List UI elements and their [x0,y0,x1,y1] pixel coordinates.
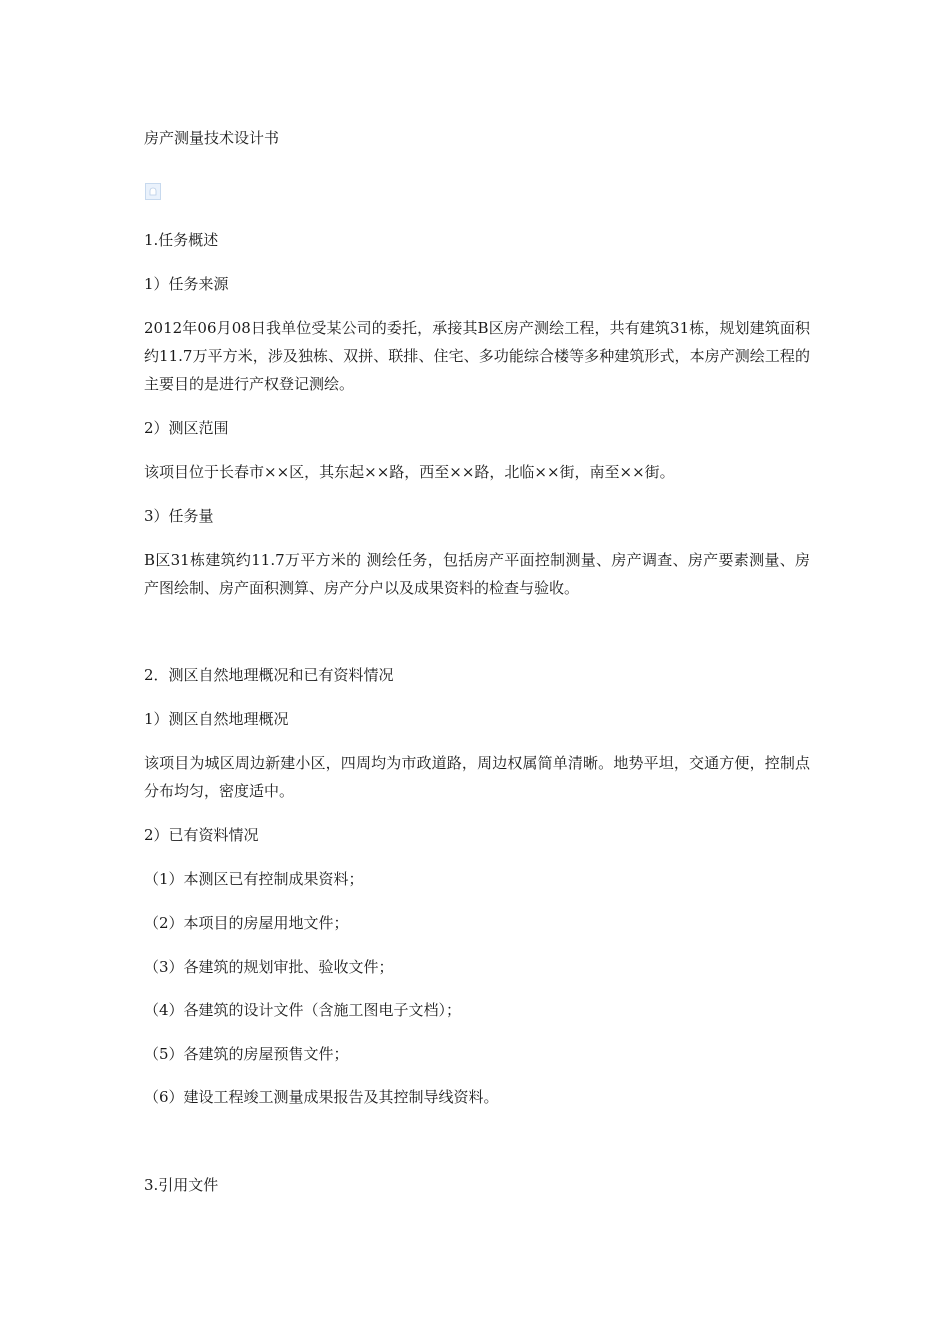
section-2-2-heading: 2）已有资料情况 [144,826,259,844]
section-1-1-heading: 1）任务来源 [144,275,229,293]
list-item: （1）本测区已有控制成果资料； [144,870,364,888]
section-1-1-text: 2012年06月08日我单位受某公司的委托，承接其B区房产测绘工程，共有建筑31栋，规划建筑面积约11.7万平方米，涉及独栋、双拼、联排、住宅、多功能综合楼等多种建筑形式，本房产测绘工程的主要目的是进行产权登记测绘。 [144,319,810,393]
section-2-heading: 2．测区自然地理概况和已有资料情况 [144,666,394,684]
broken-image-icon [145,183,161,200]
list-item: （3）各建筑的规划审批、验收文件； [144,958,394,976]
section-1-2-heading: 2）测区范围 [144,419,229,437]
list-item: （4）各建筑的设计文件（含施工图电子文档）； [144,1001,462,1019]
section-1-3-text: B区31栋建筑约11.7万平方米的 测绘任务，包括房产平面控制测量、房产调查、房产要素测量、房产图绘制、房产面积测算、房产分户以及成果资料的检查与验收。 [144,551,810,597]
section-1-2-text: 该项目位于长春市××区，其东起××路，西至××路，北临××街，南至××街。 [144,463,675,481]
section-1-heading: 1.任务概述 [144,231,219,249]
section-2-1-text: 该项目为城区周边新建小区，四周均为市政道路，周边权属简单清晰。地势平坦，交通方便，控制点分布均匀，密度适中。 [144,754,810,800]
section-1-3-heading: 3）任务量 [144,507,214,525]
list-item: （2）本项目的房屋用地文件； [144,914,349,932]
document-title: 房产测量技术设计书 [144,129,280,147]
list-item: （5）各建筑的房屋预售文件； [144,1045,349,1063]
list-item: （6）建设工程竣工测量成果报告及其控制导线资料。 [144,1088,499,1106]
section-3-heading: 3.引用文件 [144,1176,219,1194]
section-2-1-heading: 1）测区自然地理概况 [144,710,289,728]
